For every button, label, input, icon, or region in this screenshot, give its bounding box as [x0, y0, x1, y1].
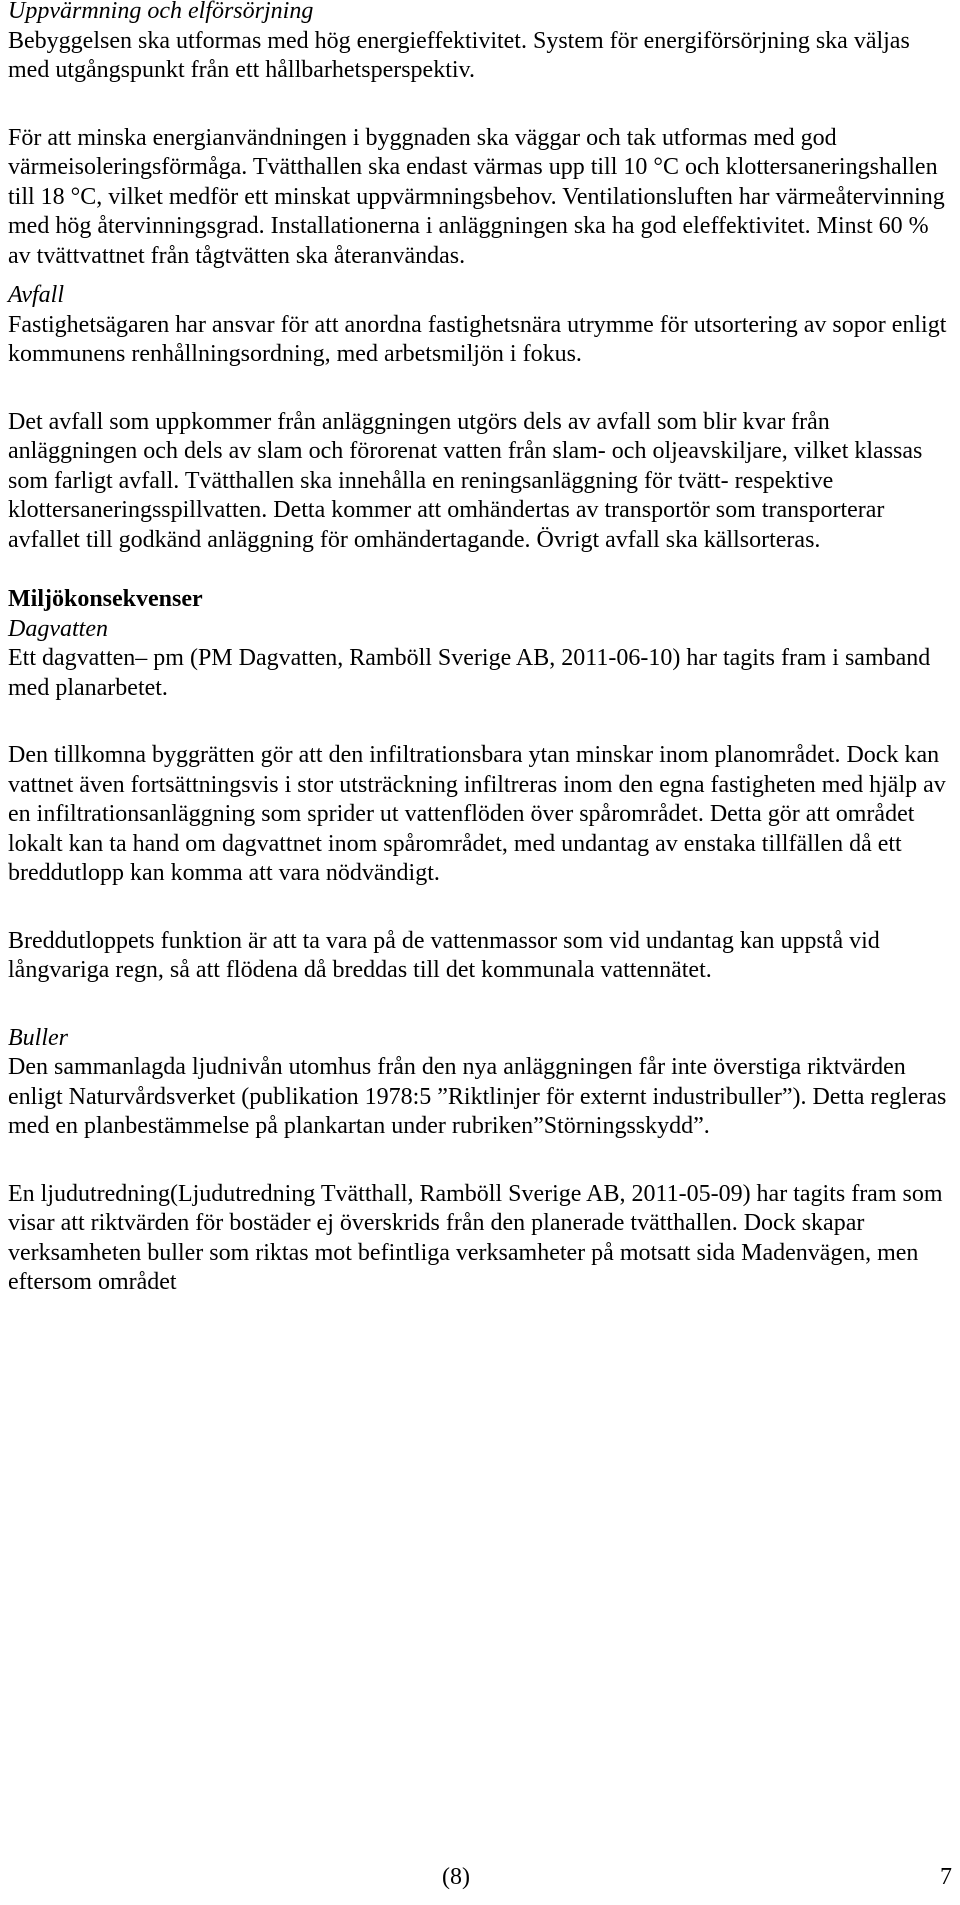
paragraph-dagvatten-3: Breddutloppets funktion är att ta vara på de vattenmassor som vid undantag kan uppstå vid långvariga regn, så att flödena då breddas till det kommunala vattennätet.: [8, 927, 880, 983]
paragraph-uppvarmning-1: Bebyggelsen ska utformas med hög energieffektivitet. System för energiförsörjning ska väljas med utgångspunkt från ett hållbarhetsperspektiv.: [8, 27, 910, 83]
paragraph-spacer: [8, 889, 953, 927]
paragraph-spacer: [8, 1142, 953, 1180]
paragraph-dagvatten-2: Den tillkomna byggrätten gör att den infiltrationsbara ytan minskar inom planområdet. Dock kan vattnet även fortsättningsvis i stor utsträckning infiltreras inom den egna fastigheten med hjälp av en infiltrationsanläggning som sprider ut vattenflöden över spårområdet. Detta gör att området lokalt kan ta hand om dagvattnet inom spårområdet, med undantag av enstaka tillfällen då ett breddutlopp kan komma att vara nödvändigt.: [8, 742, 946, 886]
heading-miljokonsekvenser: Miljökonsekvenser: [8, 586, 203, 612]
page-number: 7: [940, 1864, 952, 1890]
paragraph-buller-2: En ljudutredning(Ljudutredning Tvätthall, Ramböll Sverige AB, 2011-05-09) har tagits fram som visar att riktvärden för bostäder ej överskrids från den planerade tvätthallen. Dock skapar verksamheten buller som riktas mot befintliga verksamheter på motsatt sida Madenvägen, men eftersom området: [8, 1180, 943, 1295]
subheading-avfall: Avfall: [8, 282, 64, 308]
paragraph-spacer: [8, 370, 953, 408]
page-count-label: (8): [442, 1864, 470, 1890]
section-spacer: [8, 555, 953, 585]
subheading-dagvatten: Dagvatten: [8, 615, 108, 642]
section-uppvarmning: [8, 0, 953, 271]
paragraph-avfall-2: Det avfall som uppkommer från anläggningen utgörs dels av avfall som blir kvar från anläggningen och dels av slam och förorenat vatten från slam- och oljeavskiljare, vilket klassas som farligt avfall. Tvätthallen ska innehålla en reningsanläggning för tvätt- respektive klottersaneringsspillvatten. Detta kommer att omhändertas av transportör som transporterar avfallet till godkänd anläggning för omhändertagande. Övrigt avfall ska källsorteras.: [8, 408, 923, 553]
subheading-buller: Buller: [8, 1024, 68, 1051]
paragraph-spacer: [8, 86, 953, 124]
page-footer: [0, 1862, 960, 1898]
section-miljokonsekvenser: [8, 585, 953, 1298]
section-spacer: [8, 986, 953, 1024]
section-buller: [8, 1024, 953, 1298]
paragraph-avfall-1: Fastighetsägaren har ansvar för att anordna fastighetsnära utrymme för utsortering av sopor enligt kommunens renhållningsordning, med arbetsmiljön i fokus.: [8, 311, 947, 367]
paragraph-dagvatten-1: Ett dagvatten– pm (PM Dagvatten, Ramböll Sverige AB, 2011-06-10) har tagits fram i samband med planarbetet.: [8, 645, 931, 701]
subheading-uppvarmning: Uppvärmning och elförsörjning: [8, 0, 314, 24]
paragraph-spacer: [8, 703, 953, 741]
section-avfall: [8, 281, 953, 555]
section-dagvatten: [8, 615, 953, 986]
document-page: [8, 0, 953, 1298]
paragraph-uppvarmning-2: För att minska energianvändningen i byggnaden ska väggar och tak utformas med god värmeisoleringsförmåga. Tvätthallen ska endast värmas upp till 10 °C och klottersaneringshallen till 18 °C, vilket medför ett minskat uppvärmningsbehov. Ventilationsluften har värmeåtervinning med hög återvinningsgrad. Installationerna i anläggningen ska ha god eleffektivitet. Minst 60 % av tvättvattnet från tågtvätten ska återanvändas.: [8, 124, 945, 269]
section-spacer: [8, 271, 953, 281]
paragraph-buller-1: Den sammanlagda ljudnivån utomhus från den nya anläggningen får inte överstiga riktvärden enligt Naturvårdsverket (publikation 1978:5 ”Riktlinjer för externt industribuller”). Detta regleras med en planbestämmelse på plankartan under rubriken”Störningsskydd”.: [8, 1054, 947, 1139]
